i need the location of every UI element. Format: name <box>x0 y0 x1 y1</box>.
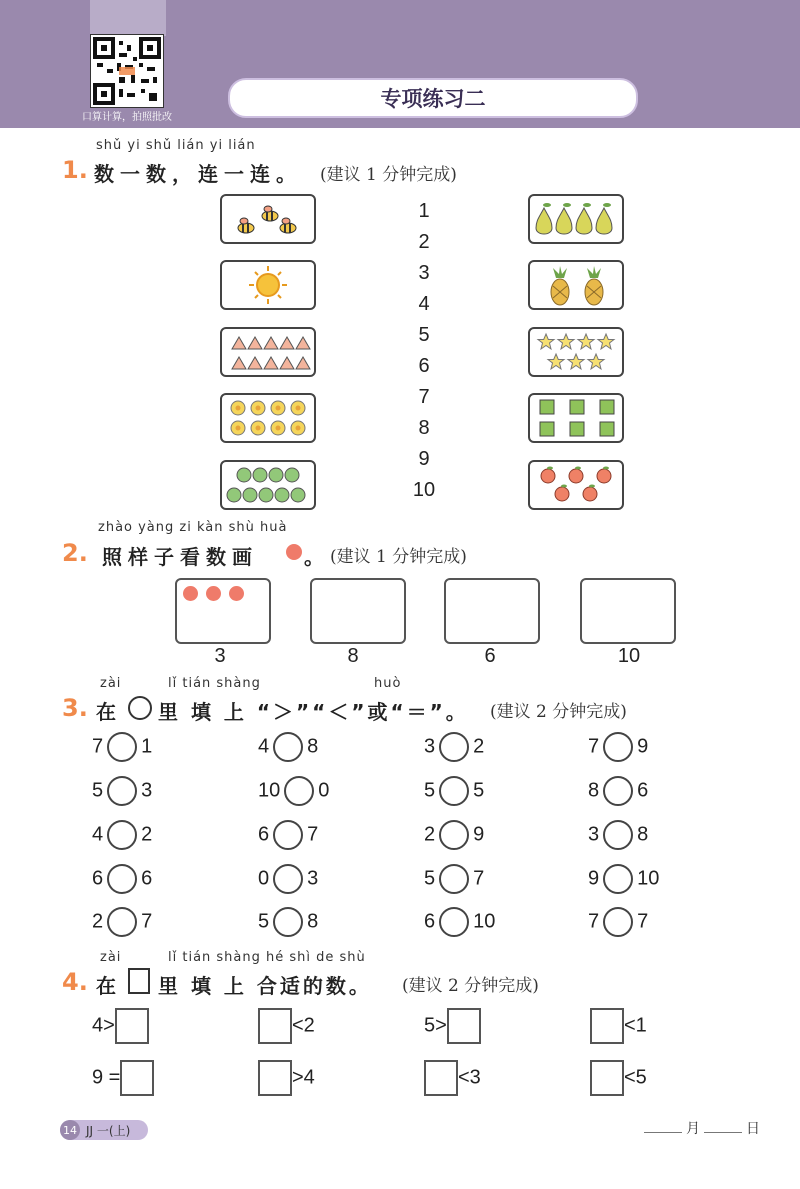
answer-box[interactable] <box>424 1060 458 1096</box>
compare-item <box>258 907 318 937</box>
q4-text-b: 里 填 上 合适的数。 <box>158 974 372 998</box>
dot-box-label: 6 <box>484 645 496 667</box>
compare-right: 8 <box>307 910 319 933</box>
card-green-circles[interactable] <box>220 460 316 510</box>
compare-right: 9 <box>473 823 485 846</box>
card-flowers[interactable] <box>220 393 316 443</box>
q3-pinyin-b: lǐ tián shàng <box>168 676 261 691</box>
answer-circle[interactable] <box>603 776 633 806</box>
q1-pinyin: shǔ yi shǔ lián yi lián <box>96 138 256 153</box>
compare-left: 5 <box>424 867 436 890</box>
answer-circle[interactable] <box>603 732 633 762</box>
q2-number: 2. <box>62 539 88 567</box>
compare-right: 10 <box>637 867 660 890</box>
compare-left: 5 <box>92 779 104 802</box>
compare-left: 9 <box>588 867 600 890</box>
book-label: JJ 一(上) <box>86 1123 131 1138</box>
fill-right: >4 <box>292 1066 315 1089</box>
compare-left: 2 <box>92 910 104 933</box>
answer-circle[interactable] <box>439 864 469 894</box>
dot-box-label: 3 <box>214 645 226 667</box>
fill-item <box>92 1060 154 1096</box>
compare-left: 0 <box>258 867 270 890</box>
compare-item <box>588 776 648 806</box>
dot-box[interactable] <box>310 578 406 644</box>
match-number: 2 <box>418 231 430 253</box>
compare-left: 8 <box>588 779 600 802</box>
qr-caption: 口算计算，拍照批改 <box>82 112 172 123</box>
dot <box>229 586 244 601</box>
dot-box-label: 10 <box>617 645 641 667</box>
dot-box-label: 8 <box>347 645 359 667</box>
compare-item <box>588 820 648 850</box>
q4-text-a: 在 <box>96 974 122 998</box>
q1-hint: (建议 1 分钟完成) <box>320 165 457 185</box>
compare-left: 6 <box>424 910 436 933</box>
q3-text-a: 在 <box>96 700 122 724</box>
answer-circle[interactable] <box>603 820 633 850</box>
answer-circle[interactable] <box>107 907 137 937</box>
compare-left: 7 <box>92 735 104 758</box>
month-blank[interactable] <box>644 1120 682 1133</box>
match-number: 6 <box>418 355 430 377</box>
compare-item <box>424 820 484 850</box>
compare-left: 4 <box>92 823 104 846</box>
compare-left: 10 <box>258 779 281 802</box>
q4-hint: (建议 2 分钟完成) <box>402 976 539 996</box>
answer-circle[interactable] <box>284 776 314 806</box>
answer-box[interactable] <box>590 1008 624 1044</box>
compare-right: 7 <box>307 823 319 846</box>
fill-right: <5 <box>624 1066 647 1089</box>
answer-circle[interactable] <box>107 864 137 894</box>
q4-number: 4. <box>62 968 88 996</box>
compare-right: 6 <box>141 867 153 890</box>
answer-circle[interactable] <box>107 732 137 762</box>
compare-left: 7 <box>588 735 600 758</box>
compare-right: 3 <box>141 779 153 802</box>
bee-icon <box>222 196 314 242</box>
answer-circle[interactable] <box>439 732 469 762</box>
circle-icon <box>128 696 152 720</box>
fill-item <box>590 1008 647 1044</box>
compare-left: 6 <box>258 823 270 846</box>
qr-code[interactable] <box>90 34 164 108</box>
match-number: 4 <box>418 293 430 315</box>
answer-circle[interactable] <box>107 776 137 806</box>
triangle-icon <box>222 329 314 375</box>
fill-item <box>424 1008 481 1044</box>
q1-number: 1. <box>62 156 88 184</box>
pineapple-icon <box>530 262 622 308</box>
compare-right: 2 <box>141 823 153 846</box>
star-icon <box>530 329 622 375</box>
card-triangles[interactable] <box>220 327 316 377</box>
q2-text: 照样子看数画 <box>102 545 258 569</box>
match-number: 5 <box>418 324 430 346</box>
sun-icon <box>222 262 314 308</box>
answer-circle[interactable] <box>603 864 633 894</box>
match-number: 10 <box>412 479 436 501</box>
card-sun[interactable] <box>220 260 316 310</box>
compare-item <box>92 864 152 894</box>
compare-item <box>424 907 495 937</box>
answer-circle[interactable] <box>107 820 137 850</box>
day-blank[interactable] <box>704 1120 742 1133</box>
card-bees[interactable] <box>220 194 316 244</box>
answer-box[interactable] <box>120 1060 154 1096</box>
compare-item <box>424 732 484 762</box>
q3-number: 3. <box>62 694 88 722</box>
dot <box>183 586 198 601</box>
card-squares[interactable] <box>528 393 624 443</box>
answer-circle[interactable] <box>273 820 303 850</box>
answer-box[interactable] <box>115 1008 149 1044</box>
fill-left: 5> <box>424 1014 447 1037</box>
compare-left: 6 <box>92 867 104 890</box>
match-number: 3 <box>418 262 430 284</box>
answer-circle[interactable] <box>439 820 469 850</box>
compare-right: 7 <box>141 910 153 933</box>
compare-right: 8 <box>637 823 649 846</box>
q3-hint: (建议 2 分钟完成) <box>490 702 627 722</box>
answer-box[interactable] <box>447 1008 481 1044</box>
fill-right: <2 <box>292 1014 315 1037</box>
answer-circle[interactable] <box>273 864 303 894</box>
answer-circle[interactable] <box>273 907 303 937</box>
q1-text: 数一数，连一连。 <box>94 162 302 186</box>
compare-right: 3 <box>307 867 319 890</box>
page-number: 14 <box>60 1120 80 1140</box>
compare-right: 2 <box>473 735 485 758</box>
answer-box[interactable] <box>258 1060 292 1096</box>
compare-item <box>92 776 152 806</box>
answer-circle[interactable] <box>273 732 303 762</box>
flower-icon <box>222 395 314 441</box>
answer-box[interactable] <box>258 1008 292 1044</box>
compare-item <box>424 864 484 894</box>
compare-item <box>258 776 329 806</box>
fill-item <box>424 1060 481 1096</box>
red-dot-icon <box>286 544 302 560</box>
compare-right: 0 <box>318 779 330 802</box>
compare-right: 7 <box>473 867 485 890</box>
compare-right: 9 <box>637 735 649 758</box>
dot-box[interactable] <box>580 578 676 644</box>
compare-left: 7 <box>588 910 600 933</box>
q3-pinyin-a: zài <box>100 676 122 691</box>
compare-item <box>92 907 152 937</box>
compare-left: 2 <box>424 823 436 846</box>
compare-item <box>588 907 648 937</box>
day-label: 日 <box>746 1121 760 1137</box>
q2-pinyin: zhào yàng zi kàn shù huà <box>98 520 288 535</box>
header-tab <box>90 0 166 36</box>
fill-left: 4> <box>92 1014 115 1037</box>
q2-text-end: 。 <box>304 545 330 569</box>
date-field[interactable] <box>640 1118 760 1138</box>
fill-item <box>258 1060 315 1096</box>
match-number: 7 <box>418 386 430 408</box>
compare-right: 6 <box>637 779 649 802</box>
q4-pinyin-b: lǐ tián shàng hé shì de shù <box>168 950 366 965</box>
q4-pinyin-a: zài <box>100 950 122 965</box>
compare-item <box>92 820 152 850</box>
compare-right: 7 <box>637 910 649 933</box>
answer-box[interactable] <box>590 1060 624 1096</box>
month-label: 月 <box>686 1121 700 1137</box>
fill-right: <3 <box>458 1066 481 1089</box>
q3-pinyin-c: huò <box>374 676 402 691</box>
match-number: 9 <box>418 448 430 470</box>
fill-item <box>258 1008 315 1044</box>
compare-item <box>258 732 318 762</box>
compare-left: 3 <box>424 735 436 758</box>
answer-circle[interactable] <box>603 907 633 937</box>
compare-item <box>588 732 648 762</box>
card-pineapples[interactable] <box>528 260 624 310</box>
footer-badge <box>60 1120 148 1140</box>
compare-item <box>258 864 318 894</box>
compare-item <box>258 820 318 850</box>
answer-circle[interactable] <box>439 907 469 937</box>
compare-right: 1 <box>141 735 153 758</box>
pear-icon <box>530 196 622 242</box>
dot <box>206 586 221 601</box>
apple-icon <box>530 462 622 508</box>
compare-right: 5 <box>473 779 485 802</box>
compare-right: 8 <box>307 735 319 758</box>
card-stars[interactable] <box>528 327 624 377</box>
page-title: 专项练习二 <box>228 78 638 118</box>
match-number: 8 <box>418 417 430 439</box>
qr-code-icon <box>91 35 163 107</box>
compare-left: 5 <box>424 779 436 802</box>
q2-hint: (建议 1 分钟完成) <box>330 547 467 567</box>
compare-right: 10 <box>473 910 496 933</box>
compare-item <box>424 776 484 806</box>
green-circle-icon <box>222 462 314 508</box>
compare-left: 3 <box>588 823 600 846</box>
dot-box[interactable] <box>175 578 271 644</box>
compare-item <box>92 732 152 762</box>
card-pears[interactable] <box>528 194 624 244</box>
compare-left: 4 <box>258 735 270 758</box>
square-icon <box>128 968 150 994</box>
card-apples[interactable] <box>528 460 624 510</box>
green-square-icon <box>530 395 622 441</box>
match-number: 1 <box>418 200 430 222</box>
dot-box[interactable] <box>444 578 540 644</box>
q3-text-b: 里 填 上 “＞”“＜”或“＝”。 <box>158 700 469 724</box>
fill-left: 9 = <box>92 1066 121 1089</box>
fill-item <box>92 1008 149 1044</box>
fill-item <box>590 1060 647 1096</box>
compare-left: 5 <box>258 910 270 933</box>
answer-circle[interactable] <box>439 776 469 806</box>
compare-item <box>588 864 659 894</box>
fill-right: <1 <box>624 1014 647 1037</box>
